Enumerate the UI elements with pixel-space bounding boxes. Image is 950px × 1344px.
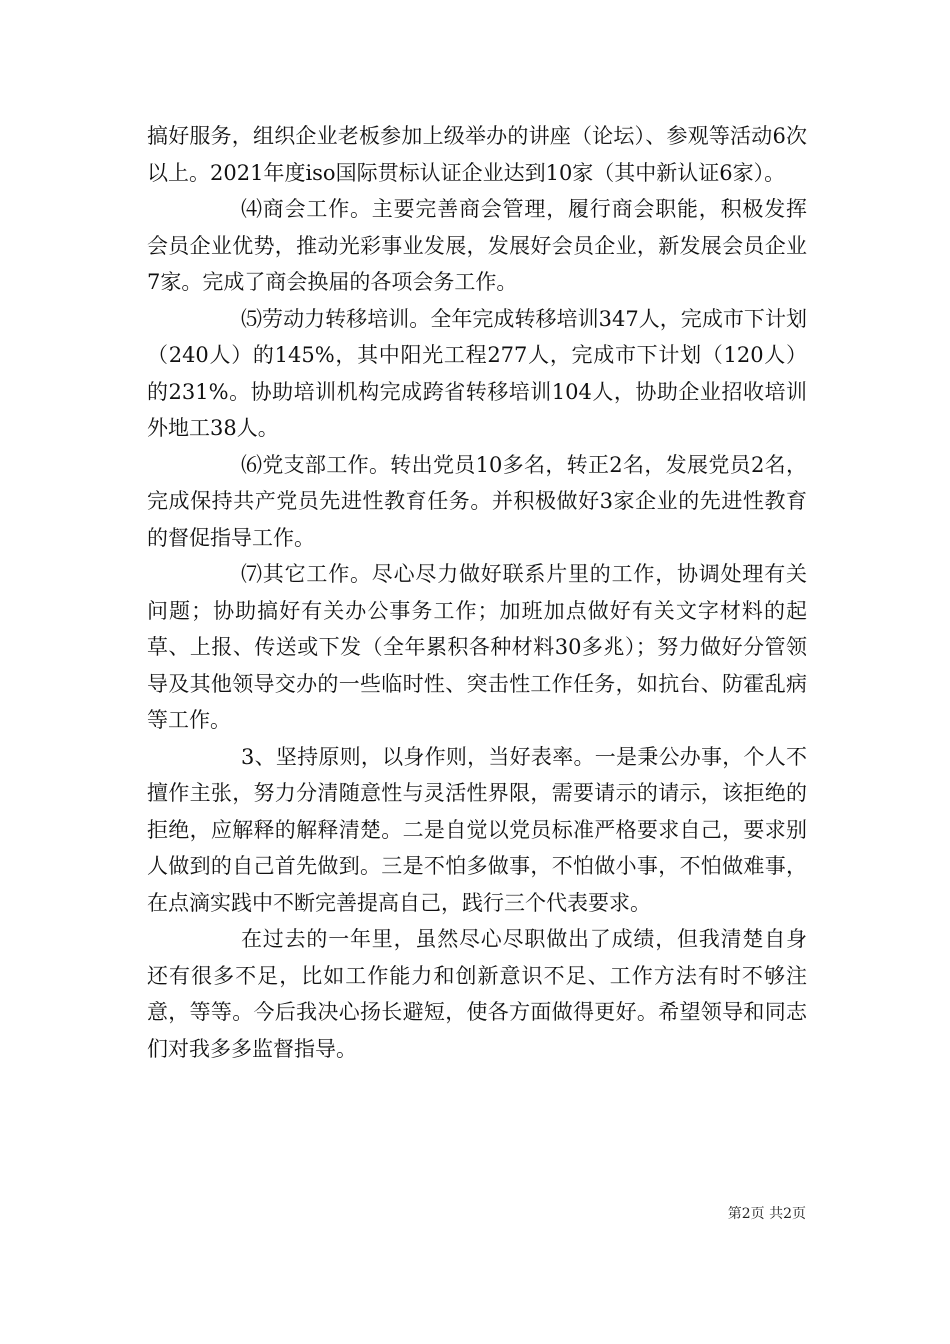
paragraph-chamber-of-commerce: ⑷商会工作。主要完善商会管理，履行商会职能，积极发挥会员企业优势，推动光彩事业发展，发展好会员企业，新发展会员企业7家。完成了商会换届的各项会务工作。: [147, 197, 807, 294]
paragraph-other-work: ⑺其它工作。尽心尽力做好联系片里的工作，协调处理有关问题；协助搞好有关办公事务工作；加班加点做好有关文字材料的起草、上报、传送或下发（全年累积各种材料30多兆）；努力做好分管领导及其他领导交办的一些临时性、突击性工作任务，如抗台、防霍乱病等工作。: [147, 562, 807, 732]
paragraph-party-branch: ⑹党支部工作。转出党员10多名，转正2名，发展党员2名，完成保持共产党员先进性教育任务。并积极做好3家企业的先进性教育的督促指导工作。: [147, 452, 807, 550]
paragraph-continuation: 搞好服务，组织企业老板参加上级举办的讲座（论坛）、参观等活动6次以上。2021年度iso国际贯标认证企业达到10家（其中新认证6家）。: [147, 124, 807, 185]
paragraph-labor-training: ⑸劳动力转移培训。全年完成转移培训347人，完成市下计划（240人）的145%，其中阳光工程277人，完成市下计划（120人）的231%。协助培训机构完成跨省转移培训104人，协助企业招收培训外地工38人。: [147, 306, 807, 440]
page-number-footer: 第2页 共2页: [727, 1206, 806, 1222]
paragraph-conclusion: 在过去的一年里，虽然尽心尽职做出了成绩，但我清楚自身还有很多不足，比如工作能力和创新意识不足、工作方法有时不够注意，等等。今后我决心扬长避短，使各方面做得更好。希望领导和同志们对我多多监督指导。: [147, 927, 807, 1061]
paragraph-principles: 3、坚持原则，以身作则，当好表率。一是秉公办事，个人不擅作主张，努力分清随意性与灵活性界限，需要请示的请示，该拒绝的拒绝，应解释的解释清楚。二是自觉以党员标准严格要求自己，要求别人做到的自己首先做到。三是不怕多做事，不怕做小事，不怕做难事，在点滴实践中不断完善提高自己，践行三个代表要求。: [147, 744, 807, 915]
document-body: [147, 118, 807, 1067]
